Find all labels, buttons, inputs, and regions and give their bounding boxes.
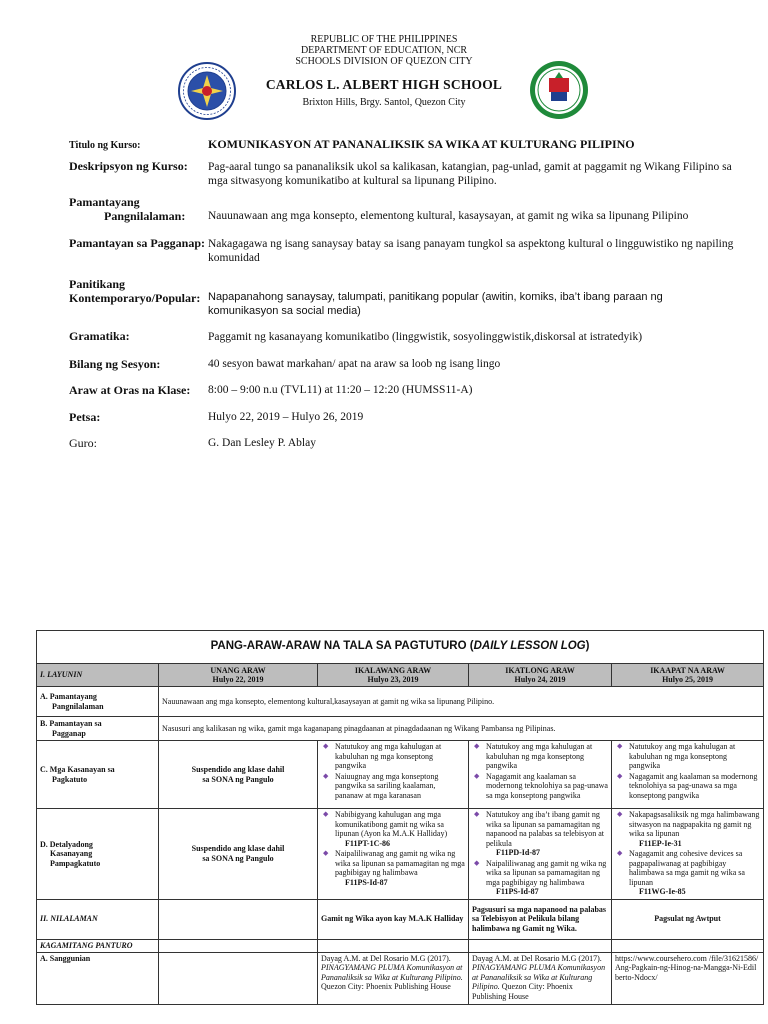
list-item: [615, 849, 760, 897]
petsa-label: Petsa:: [69, 410, 101, 424]
c-day3-cell: [469, 741, 612, 809]
objective-text: Natutukoy ang iba’t ibang gamit ng wika sa lipunan sa pamamagitan ng napanood na palabas sa telebisyon at pelikula: [486, 810, 604, 848]
d-day3-cell: [469, 809, 612, 900]
daily-lesson-log-table: [36, 630, 764, 1005]
row-b-label: [37, 717, 159, 741]
day-date: Hulyo 23, 2019: [367, 675, 419, 684]
row-a-label-1: A. Pamantayang: [40, 692, 97, 701]
list-item: [321, 810, 465, 848]
suspended-note: [159, 741, 318, 809]
nilalaman-label: II. NILALAMAN: [37, 899, 159, 939]
row-a-label-2: Pangnilalaman: [52, 701, 104, 711]
list-item: [615, 810, 760, 848]
objective-code: F11EP-Ie-31: [639, 838, 682, 848]
ref-publisher: Quezon City: Phoenix Publishing House: [472, 982, 573, 1001]
row-nilalaman: [37, 899, 764, 939]
titulo-label: Titulo ng Kurso:: [69, 140, 141, 151]
day-date: Hulyo 24, 2019: [514, 675, 566, 684]
panitikang-value: Napapanahong sanaysay, talumpati, panitikang popular (awitin, komiks, iba’t ibang paraan ng komunikasyon sa social media): [208, 291, 663, 317]
layunin-label: I. LAYUNIN: [37, 664, 159, 687]
list-item: ◆ Natutukoy ang mga kahulugan at kabuluhan ng mga konseptong pangwika: [321, 742, 465, 771]
day-header-2: [318, 664, 469, 687]
nilalaman-day1: [159, 899, 318, 939]
day-name: IKATLONG ARAW: [505, 666, 575, 675]
guro-value: G. Dan Lesley P. Ablay: [208, 437, 316, 449]
day-header-3: [469, 664, 612, 687]
empty-cell: [159, 939, 318, 952]
day-header-1: [159, 664, 318, 687]
sanggunian-day4-link[interactable]: https://www.coursehero.com /file/31621586/Ang-Pagkain-ng-Hinog-na-Mangga-Ni-Edilberto-Ndocx/: [612, 952, 764, 1004]
school-name: CARLOS L. ALBERT HIGH SCHOOL: [265, 77, 503, 92]
suspended-line-1: Suspendido ang klase dahil: [191, 765, 285, 774]
row-a-value: Nauunawaan ang mga konsepto, elementong kultural,kasaysayan at gamit ng wika sa lipunang Pilipino.: [159, 687, 764, 717]
gramatika-label: Gramatika:: [69, 329, 130, 343]
school-seal-logo: [528, 60, 590, 120]
list-item: ◆ Nagagamit ang kaalaman sa modernong teknolohiya sa pag-unawa sa mga konseptong pangwika: [472, 772, 608, 801]
objective-text: Nabibigyang kahulugan ang mga komunikatibong gamit ng wika sa lipunan (Ayon ka M.A.K Halliday): [335, 810, 448, 838]
title-main: PANG-ARAW-ARAW NA TALA SA PAGTUTURO (: [210, 640, 474, 653]
pamantayang-label-1: Pamantayang: [69, 195, 140, 209]
row-d-label: [37, 809, 159, 900]
d-day2-cell: [318, 809, 469, 900]
ref-author: Dayag A.M. at Del Rosario M.G (2017).: [321, 953, 451, 963]
sanggunian-day3: [469, 952, 612, 1004]
row-a-label: [37, 687, 159, 717]
empty-cell: [469, 939, 612, 952]
gramatika-value: Paggamit ng kasanayang komunikatibo (linggwistik, sosyolinggwistik,diskorsal at istratedyik): [208, 331, 643, 343]
list-item: [321, 849, 465, 887]
list-item: [472, 810, 608, 858]
row-b-value: Nasusuri ang kalikasan ng wika, gamit mga kaganapang pinagdaanan at pinagdadaanan ng Wikang Pambansa ng Pilipinas.: [159, 717, 764, 741]
row-c-label: [37, 741, 159, 809]
c-day4-cell: [612, 741, 764, 809]
day-name: IKALAWANG ARAW: [354, 666, 432, 675]
nilalaman-day3: Pagsusuri sa mga napanood na palabas sa Telebisyon at Pelikula bilang halimbawa ng Gamit ng Wika.: [469, 899, 612, 939]
day-header-row: [37, 664, 764, 687]
row-c-label-2: Pagkatuto: [52, 774, 88, 784]
suspended-line-2: sa SONA ng Pangulo: [202, 853, 274, 863]
empty-cell: [612, 939, 764, 952]
deped-seal-logo: [178, 62, 236, 120]
list-item: ◆ Natutukoy ang mga kahulugan at kabuluhan ng mga konseptong pangwika: [472, 742, 608, 771]
c-day2-cell: [318, 741, 469, 809]
sanggunian-day1: [159, 952, 318, 1004]
ref-author: Dayag A.M. at Del Rosario M.G (2017).: [472, 953, 602, 963]
ref-title: PINAGYAMANG PLUMA Komunikasyon at Pananaliksik sa Wika at Kulturang Pilipino.: [321, 963, 463, 982]
objective-text: Naipaliliwanag ang gamit ng wika ng wika sa lipunan sa pamamagitan ng mga pagbibigay ng halimbawa: [335, 849, 465, 877]
objective-text: Nakapagsasaliksik ng mga halimbawang sitwasyon na nagpapakita ng gamit ng wika sa lipunan: [629, 810, 760, 838]
row-sanggunian: [37, 952, 764, 1004]
sesyon-label: Bilang ng Sesyon:: [69, 357, 161, 371]
day-date: Hulyo 25, 2019: [662, 675, 713, 684]
kagamitan-label: KAGAMITANG PANTURO: [37, 939, 159, 952]
objective-code: F11PD-Id-87: [496, 848, 540, 857]
table-title: [37, 631, 764, 664]
panitikang-label-1: Panitikang: [69, 277, 126, 291]
pamantayang-label-2: Pangnilalaman:: [104, 209, 186, 223]
day-name: IKAAPAT NA ARAW: [650, 666, 725, 675]
list-item: ◆ Nagagamit ang kaalaman sa modernong teknolohiya sa pag-unawa sa mga konseptong pangwika: [615, 772, 760, 801]
objective-text: Naipaliliwanag ang gamit ng wika ng wika sa lipunan sa pamamagitan ng mga pagbibigay ng halimbawa: [486, 858, 607, 887]
titulo-value: KOMUNIKASYON AT PANANALIKSIK SA WIKA AT KULTURANG PILIPINO: [208, 137, 635, 151]
deskripsyon-value: Pag-aaral tungo sa pananaliksik ukol sa kalikasan, katangian, pag-unlad, gamit at paggamit ng Wikang Filipino sa mga sitwasyong komunikatibo at kultural sa lipunang Pilipino.: [208, 161, 732, 187]
day-header-4: [612, 664, 764, 687]
row-kasanayan: [37, 741, 764, 809]
panitikang-label-2: Kontemporaryo/Popular:: [69, 291, 201, 305]
sesyon-value: 40 sesyon bawat markahan/ apat na araw sa loob ng isang lingo: [208, 358, 501, 370]
deskripsyon-label: Deskripsyon ng Kurso:: [69, 159, 188, 173]
row-pamantayan-pagganap: [37, 717, 764, 741]
row-pamantayang-pangnilalaman: [37, 687, 764, 717]
day-date: Hulyo 22, 2019: [212, 675, 264, 684]
objective-code: F11PS-Id-87: [496, 887, 539, 896]
deped-line: DEPARTMENT OF EDUCATION, NCR: [300, 45, 468, 56]
objective-code: F11PS-Id-87: [345, 877, 388, 887]
objective-code: F11WG-Ie-85: [639, 887, 686, 896]
oras-label: Araw at Oras na Klase:: [69, 383, 191, 397]
d-day4-cell: [612, 809, 764, 900]
ref-publisher: Quezon City: Phoenix Publishing House: [321, 982, 451, 991]
row-d-label-2: Kasanayang: [50, 849, 93, 858]
row-c-label-1: C. Mga Kasanayan sa: [40, 765, 115, 774]
day-name: UNANG ARAW: [210, 666, 266, 675]
title-italic: DAILY LESSON LOG: [473, 640, 586, 653]
sanggunian-label: A. Sanggunian: [37, 952, 159, 1004]
division-line: SCHOOLS DIVISION OF QUEZON CITY: [295, 56, 473, 67]
nilalaman-day2: Gamit ng Wika ayon kay M.A.K Halliday: [318, 899, 469, 939]
suspended-line-1: Suspendido ang klase dahil: [191, 844, 285, 854]
oras-value: 8:00 – 9:00 n.u (TVL11) at 11:20 – 12:20 (HUMSS11-A): [208, 384, 473, 396]
pagganap-label: Pamantayan sa Pagganap:: [69, 236, 206, 250]
petsa-value: Hulyo 22, 2019 – Hulyo 26, 2019: [208, 411, 364, 423]
row-d-label-3: Pampagkatuto: [50, 858, 101, 868]
pagganap-value: Nakagagawa ng isang sanaysay batay sa isang panayam tungkol sa aspektong kultural o lingguwistiko ng napiling komunidad: [208, 238, 734, 264]
objective-text: Nagagamit ang cohesive devices sa pagpapaliwanag at pagbibigay halimbawa sa mga gamit ng wika sa lipunan: [629, 849, 745, 887]
row-b-label-1: B. Pamantayan sa: [40, 719, 102, 728]
title-end: ): [585, 640, 590, 653]
empty-cell: [318, 939, 469, 952]
republic-line: REPUBLIC OF THE PHILIPPINES: [310, 34, 458, 45]
nilalaman-day4: Pagsulat ng Awtput: [612, 899, 764, 939]
list-item: [472, 859, 608, 897]
school-address: Brixton Hills, Brgy. Santol, Quezon City: [302, 97, 466, 108]
list-item: ◆ Natutukoy ang mga kahulugan at kabuluhan ng mga konseptong pangwika: [615, 742, 760, 771]
table-title-row: [37, 631, 764, 664]
pamantayang-value: Nauunawaan ang mga konsepto, elementong kultural, kasaysayan, at gamit ng wika sa lipunang Pilipino: [208, 210, 689, 222]
guro-label: Guro:: [69, 436, 97, 450]
objective-code: F11PT-1C-86: [345, 838, 391, 848]
ref-title: PINAGYAMANG PLUMA Komunikasyon at Pananaliksik sa Wika at Kulturang Pilipino.: [472, 963, 606, 991]
row-b-label-2: Pagganap: [52, 728, 86, 738]
row-detalyadong-kasanayan: [37, 809, 764, 900]
list-item: ◆ Naiuugnay ang mga konseptong pangwika sa sariling kaalaman, pananaw at mga karanasan: [321, 772, 465, 801]
sanggunian-day2: [318, 952, 469, 1004]
suspended-line-2: sa SONA ng Pangulo: [202, 774, 274, 784]
suspended-note-2: [159, 809, 318, 900]
row-d-label-1: D. Detalyadong: [40, 839, 93, 849]
row-kagamitan: [37, 939, 764, 952]
